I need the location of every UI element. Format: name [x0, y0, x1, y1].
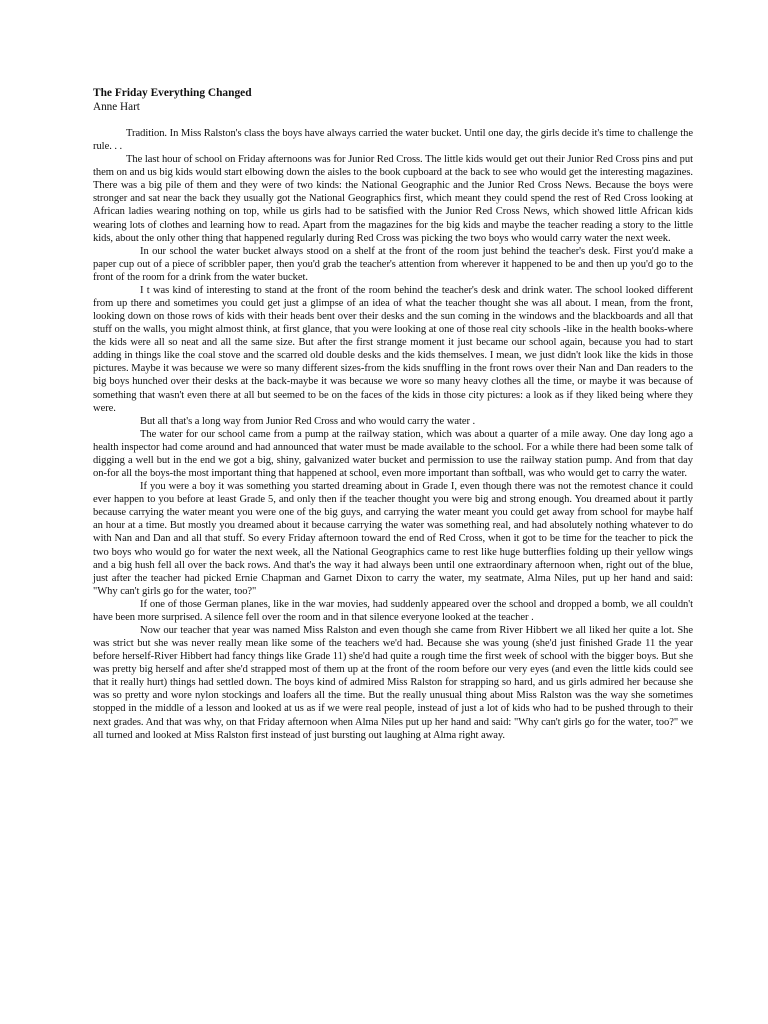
story-author: Anne Hart — [93, 101, 140, 113]
paragraph-intro: Tradition. In Miss Ralston's class the boys have always carried the water bucket. Until one day, the girls decide it's time to challenge the rule. . . — [93, 128, 693, 153]
document-page — [93, 86, 693, 742]
paragraph: The last hour of school on Friday afternoons was for Junior Red Cross. The little kids would get out their Junior Red Cross pins and put them on and us big kids would start elbowing down the aisles to the book cupboard at the back to see who would get the interesting magazines. There was a big pile of them and they were of two kinds: the National Geographic and the Junior Red Cross News. Because the boys were stronger and sat near the back they usually got the National Geographics first, which meant they could spend the rest of Red Cross looking at African ladies wearing nothing on top, while us girls had to be satisfied with the Junior Red Cross News, which showed little African kids wearing lots of clothes and learning how to read. Apart from the magazines for the big kids and maybe the teacher reading a story to the little kids, about the only other thing that happened regularly during Red Cross was picking the two boys who would carry water the next week. — [93, 154, 693, 244]
paragraph: But all that's a long way from Junior Red Cross and who would carry the water . — [140, 415, 476, 427]
paragraph: Now our teacher that year was named Miss Ralston and even though she came from River Hibbert we all liked her quite a lot. She was strict but she was never really mean like some of the teachers we'd had. Because she was young (she'd just finished Grade 11 the year before herself-River Hibbert had fancy things like Grade 11) she'd had quite a rough time the first week of school with the bigger boys. But she was pretty big herself and after she'd strapped most of them up at the front of the room before our very eyes (and even the little kids could see that it really hurt) things had settled down. The boys kind of admired Miss Ralston for strapping so hard, and us girls admired her because she was so pretty and wore nylon stockings and loafers all the time. But the really unusual thing about Miss Ralston was the way she sometimes stopped in the middle of a lesson and looked at us as if we were real people, instead of just a lot of kids who had to be pushed through to their next grades. And that was why, on that Friday afternoon when Alma Niles put up her hand and said: "Why can't girls go for the water, too?" we all turned and looked at Miss Ralston first instead of just bursting out laughing at Alma right away. — [93, 624, 693, 741]
paragraph: The water for our school came from a pump at the railway station, which was about a quarter of a mile away. One day long ago a health inspector had come around and had announced that water must be made available to the school. For a while there had been some talk of digging a well but in the end we got a big, shiny, galvanized water bucket and permission to use the railway station pump. And from that day on-for all the boys-the most important thing that happened at school, even more important than softball, was who would get to carry the water. — [93, 428, 693, 480]
paragraph: If one of those German planes, like in the war movies, had suddenly appeared over the school and dropped a bomb, we all couldn't have been more surprised. A silence fell over the room and in that silence everyone looked at the teacher . — [93, 598, 693, 623]
paragraph: If you were a boy it was something you started dreaming about in Grade I, even though there was not the remotest chance it could ever happen to you before at least Grade 5, and only then if the teacher thought you were big and strong enough. You dreamed about it partly because carrying the water meant you were one of the big guys, and carrying the water meant you could get away from school for maybe half an hour at a time. But mostly you dreamed about it because carrying the water was something real, and had absolutely nothing whatever to do with Nan and Dan and all that stuff. So every Friday afternoon toward the end of Red Cross, when it got to be time for the teacher to pick the two boys who would go for water the next week, all the National Geographics came to rest like huge butterflies folding up their yellow wings and a big hush fell all over the back rows. And that's the way it had always been until one extraordinary afternoon when, right out of the blue, just after the teacher had picked Ernie Chapman and Garnet Dixon to carry the water, my seatmate, Alma Niles, put up her hand and said: "Why can't girls go for the water, too?" — [93, 481, 693, 597]
paragraph: I t was kind of interesting to stand at the front of the room behind the teacher's desk and drink water. The school looked different from up there and sometimes you could get just a glimpse of an idea of what the teacher thought she was all about. I mean, from the front, looking down on those rows of kids with their heads bent over their desks and the sun coming in the windows and the blackboards and all that stuff on the walls, you might almost think, at first glance, that you were looking at one of those real city schools -like in the health books-where the kids were all so neat and all the same size. But after the first strange moment it just became our school again, because you had to start adding in things like the coal stove and the scarred old double desks and the kids themselves. I mean, we just didn't look like the kids in those pictures. Maybe it was because we were so many different sizes-from the kids snuffling in the front rows over their Nan and Dan readers to the big boys hunched over their desks at the back-maybe it was because we wore so many heavy clothes all the time, or maybe it was because of something that wasn't even there at all but seemed to be on the faces of the kids in those city pictures: a look as if they liked being where they were. — [93, 284, 693, 414]
paragraph: In our school the water bucket always stood on a shelf at the front of the room just behind the teacher's desk. First you'd make a paper cup out of a piece of scribbler paper, then you'd grab the teacher's attention from wherever it happened to be and then up you'd go to the front of the room for a drink from the water bucket. — [93, 245, 693, 283]
story-title: The Friday Everything Changed — [93, 87, 252, 99]
